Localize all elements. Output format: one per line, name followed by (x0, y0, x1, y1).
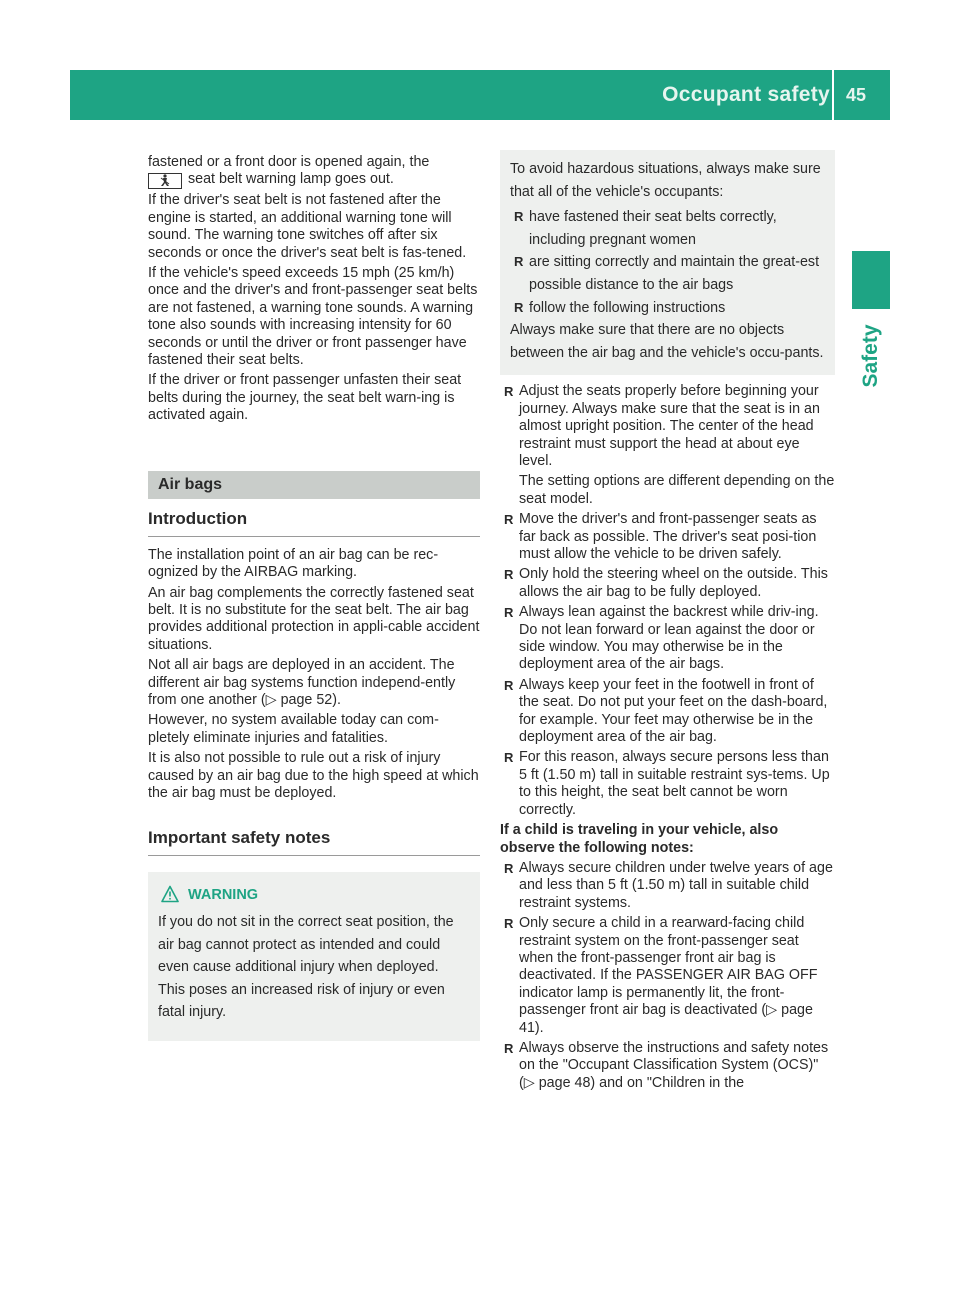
list-item: R Always observe the instructions and safety notes on the "Occupant Classification System (OCS)" (▷ page 48) and on "Children in the (500, 1040, 835, 1092)
list-item-note: The setting options are different depending on the seat model. (519, 473, 835, 507)
child-notes-heading: If a child is traveling in your vehicle, also observe the following notes: (500, 822, 779, 856)
list-item: R For this reason, always secure persons less than 5 ft (1.50 m) tall in suitable restraint sys-tems. Up to this height, the seat belt cannot be worn correctly. (500, 749, 835, 819)
list-item: R Always lean against the backrest while driv-ing. Do not lean forward or lean against the door or side window. You may otherwise be in the deployment area of the air bags. (500, 604, 835, 674)
info-intro: To avoid hazardous situations, always make sure that all of the vehicle's occupants: (510, 161, 821, 200)
list-item: R follow the following instructions (510, 297, 825, 320)
page-number: 45 (846, 85, 867, 105)
warning-triangle-icon (161, 885, 179, 903)
left-column (148, 154, 480, 1041)
seat-belt-warning-icon (148, 173, 182, 189)
info-box (500, 150, 835, 375)
subheading-important-safety-notes: Important safety notes (148, 818, 480, 856)
warning-text: If you do not sit in the correct seat position, the air bag cannot protect as intended and could even cause additional injury when deployed. This poses an increased risk of injury or even fatal injury. (158, 913, 454, 1021)
right-column (500, 150, 835, 1095)
list-item: R Always keep your feet in the footwell in front of the seat. Do not put your feet on the dash-board, for example. Your feet may otherwise be in the deployment area of the air bag. (500, 677, 835, 747)
paragraph: If the vehicle's speed exceeds 15 mph (25 km/h) once and the driver's and front-passenger seat belts are not fastened, a warning tone sounds. A warning tone also sounds with increasing intensity for 60 seconds or until the driver or front passenger have fastened their seat belts. (148, 265, 478, 369)
list-item: R Adjust the seats properly before beginning your journey. Always make sure that the seat is in an almost upright position. The center of the head restraint must support the head at about eye level. (500, 383, 835, 470)
paragraph: If the driver or front passenger unfasten their seat belts during the journey, the seat belt warn-ing is activated again. (148, 372, 462, 424)
list-item: R have fastened their seat belts correctly, including pregnant women (510, 206, 825, 251)
paragraph: However, no system available today can com-pletely eliminate injuries and fatalities. (148, 712, 439, 746)
page-title: Occupant safety (662, 83, 830, 106)
list-item: R are sitting correctly and maintain the great-est possible distance to the air bags (510, 251, 825, 296)
warning-box (148, 872, 480, 1041)
paragraph: It is also not possible to rule out a risk of injury caused by an air bag due to the high speed at which the air bag must be deployed. (148, 750, 479, 801)
side-tab-label: Safety (859, 324, 882, 388)
header-divider (832, 70, 834, 120)
paragraph: The installation point of an air bag can be rec-ognized by the AIRBAG marking. (148, 546, 439, 581)
info-outro: Always make sure that there are no objects between the air bag and the vehicle's occu-pants. (510, 322, 824, 361)
list-item: R Only secure a child in a rearward-facing child restraint system on the front-passenger seat when the front-passenger front air bag is deactivated. If the PASSENGER AIR BAG OFF indicator lamp is permanently lit, the front-passenger front air bag is deactivated (▷ page 41). (500, 915, 835, 1037)
paragraph: An air bag complements the correctly fastened seat belt. It is no substitute for the seat belt. The air bag provides additional protection in appli-cable accident situations. (148, 584, 480, 653)
warning-heading: WARNING (158, 884, 466, 907)
side-tab-marker (852, 251, 890, 309)
paragraph: If the driver's seat belt is not fastened after the engine is started, an additional warning tone will sound. The warning tone switches off after six seconds or once the driver's seat belt is fas-tened. (148, 192, 467, 261)
subheading-introduction: Introduction (148, 499, 480, 537)
section-heading-air-bags: Air bags (148, 471, 480, 499)
paragraph: Not all air bags are deployed in an accident. The different air bag systems function independ-ently from one another (▷ page 52). (148, 657, 456, 708)
list-item: R Always secure children under twelve years of age and less than 5 ft (1.50 m) tall in suitable child restraint systems. (500, 860, 835, 912)
paragraph: fastened or a front door is opened again, the seat belt warning lamp goes out. (148, 154, 430, 188)
list-item: R Only hold the steering wheel on the outside. This allows the air bag to be fully deployed. (500, 566, 835, 601)
list-item: R Move the driver's and front-passenger seats as far back as possible. The driver's seat posi-tion must allow the vehicle to be driven safely. (500, 511, 835, 563)
